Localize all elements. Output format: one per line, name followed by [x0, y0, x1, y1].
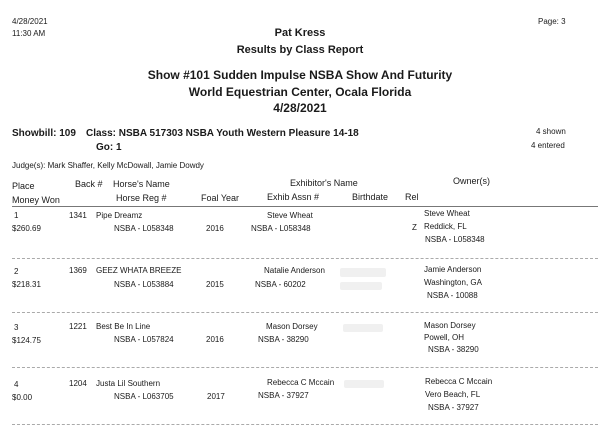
class-label: Class: NSBA 517303 NSBA Youth Western Pleasure 14-18 [86, 128, 359, 139]
row-back-number: 1369 [69, 266, 87, 275]
row-owner-city: Reddick, FL [424, 222, 467, 231]
row-owner-name: Jamie Anderson [424, 265, 482, 274]
judges: Judge(s): Mark Shaffer, Kelly McDowall, Jamie Dowdy [12, 161, 204, 170]
row-exhibitor: Steve Wheat [267, 211, 313, 220]
col-money-won: Money Won [12, 195, 60, 205]
row-exhibitor: Mason Dorsey [266, 322, 318, 331]
row-exhib-assn: NSBA - 60202 [255, 280, 306, 289]
row-back-number: 1341 [69, 211, 87, 220]
col-place: Place [12, 181, 35, 191]
report-title: Results by Class Report [236, 44, 364, 56]
col-owners: Owner(s) [453, 176, 491, 186]
row-money: $218.31 [12, 280, 41, 289]
row-divider [12, 312, 598, 313]
row-owner-name: Mason Dorsey [424, 321, 476, 330]
redacted-birthdate [343, 324, 383, 332]
row-back-number: 1221 [69, 322, 87, 331]
header-divider [12, 206, 598, 207]
redacted-birthdate [340, 282, 382, 290]
row-foal-year: 2017 [207, 392, 225, 401]
row-horse-reg: NSBA - L063705 [114, 392, 174, 401]
print-date: 4/28/2021 [12, 17, 48, 26]
row-exhibitor: Rebecca C Mccain [267, 378, 335, 387]
row-divider [12, 258, 598, 259]
row-foal-year: 2015 [206, 280, 224, 289]
row-divider [12, 367, 598, 368]
col-foal-year: Foal Year [201, 193, 240, 203]
venue: World Equestrian Center, Ocala Florida [188, 85, 412, 99]
go-number: Go: 1 [96, 142, 122, 153]
row-exhibitor: Natalie Anderson [264, 266, 325, 275]
row-horse-name: Pipe Dreamz [96, 211, 143, 220]
col-exhibitor-name: Exhibitor's Name [290, 178, 358, 188]
row-back-number: 1204 [69, 379, 87, 388]
row-owner-city: Powell, OH [424, 333, 465, 342]
col-back-number: Back # [75, 179, 103, 189]
row-place: 3 [14, 323, 19, 332]
row-owner-assn: NSBA - L058348 [425, 235, 485, 244]
row-owner-city: Washington, GA [424, 278, 482, 287]
col-rel: Rel [405, 192, 419, 202]
row-owner-name: Steve Wheat [424, 209, 470, 218]
row-owner-assn: NSBA - 37927 [428, 403, 479, 412]
row-money: $0.00 [12, 393, 33, 402]
col-horse-name: Horse's Name [113, 179, 170, 189]
row-horse-name: Justa Lil Southern [96, 379, 161, 388]
row-owner-assn: NSBA - 38290 [428, 345, 479, 354]
row-divider [12, 424, 598, 425]
row-exhib-assn: NSBA - 37927 [258, 391, 309, 400]
row-horse-reg: NSBA - L058348 [114, 224, 174, 233]
showbill-number: Showbill: 109 [12, 128, 76, 139]
shown-count: 4 shown [536, 127, 566, 136]
row-exhib-assn: NSBA - 38290 [258, 335, 309, 344]
redacted-birthdate [340, 268, 386, 277]
show-date: 4/28/2021 [273, 101, 327, 115]
row-money: $124.75 [12, 336, 41, 345]
print-time: 11:30 AM [12, 29, 46, 38]
row-foal-year: 2016 [206, 224, 224, 233]
row-horse-name: Best Be In Line [96, 322, 151, 331]
row-owner-city: Vero Beach, FL [425, 390, 481, 399]
row-exhib-assn: NSBA - L058348 [251, 224, 311, 233]
row-horse-reg: NSBA - L053884 [114, 280, 174, 289]
redacted-birthdate [344, 380, 384, 388]
row-foal-year: 2016 [206, 335, 224, 344]
row-rel: Z [412, 223, 417, 232]
report-owner: Pat Kress [274, 27, 326, 39]
show-name: Show #101 Sudden Impulse NSBA Show And Futurity [147, 68, 453, 82]
row-money: $260.69 [12, 224, 41, 233]
row-place: 2 [14, 267, 19, 276]
col-birthdate: Birthdate [352, 192, 389, 202]
col-exhib-assn: Exhib Assn # [267, 192, 320, 202]
row-horse-reg: NSBA - L057824 [114, 335, 174, 344]
row-owner-name: Rebecca C Mccain [425, 377, 493, 386]
row-place: 1 [14, 211, 19, 220]
entered-count: 4 entered [531, 141, 565, 150]
row-horse-name: GEEZ WHATA BREEZE [96, 266, 182, 275]
row-owner-assn: NSBA - 10088 [427, 291, 478, 300]
row-place: 4 [14, 380, 19, 389]
col-horse-reg: Horse Reg # [116, 193, 167, 203]
page-number: Page: 3 [538, 17, 566, 26]
